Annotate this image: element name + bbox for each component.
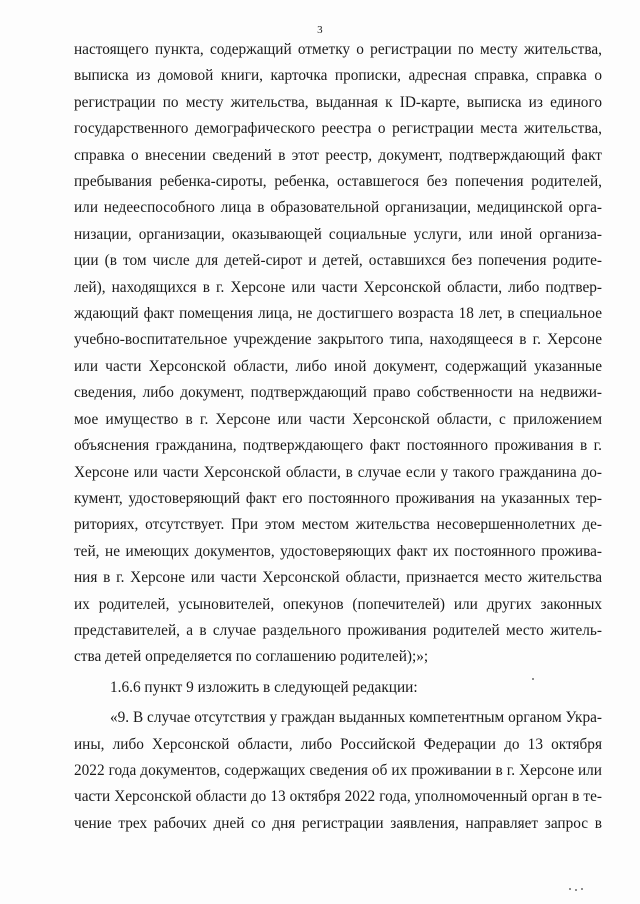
text-line: ины, либо Херсонской области, либо Российской Федерации до 13 октября	[74, 735, 602, 753]
paragraph-start-line: «9. В случае отсутствия у граждан выданных компетентным органом Укра-	[110, 709, 602, 727]
text-line: или части Херсонской области, либо иной документ, содержащий указанные	[74, 357, 602, 375]
text-line: или недееспособного лица в образовательной организации, медицинской орга-	[74, 199, 602, 217]
text-line: мое имущество в г. Херсоне или части Херсонской области, с приложением	[74, 410, 602, 428]
text-line: справка о внесении сведений в этот реестр, документ, подтверждающий факт	[74, 146, 602, 164]
text-line: их родителей, усыновителей, опекунов (попечителей) или других законных	[74, 595, 602, 613]
text-line: объяснения гражданина, подтверждающего факт постоянного проживания в г.	[74, 437, 602, 455]
scan-speck	[581, 888, 583, 890]
document-body	[74, 37, 602, 837]
text-line: пребывания ребенка-сироты, ребенка, оставшегося без попечения родителей,	[74, 173, 602, 191]
text-line: ции (в том числе для детей-сирот и детей, оставшихся без попечения родите-	[74, 252, 602, 270]
paragraph-end-line: ства детей определяется по соглашению родителей);»;	[74, 648, 429, 666]
text-line: 2022 года документов, содержащих сведения об их проживании в г. Херсоне или	[74, 761, 602, 779]
text-line: ния в г. Херсоне или части Херсонской области, признается место жительства	[74, 569, 602, 587]
text-line: лей), находящихся в г. Херсоне или части Херсонской области, либо подтвер-	[74, 278, 602, 296]
scan-speck	[575, 889, 577, 891]
text-line: сведения, либо документ, подтверждающий право собственности на недвижи-	[74, 384, 602, 402]
text-line: учебно-воспитательное учреждение закрытого типа, находящееся в г. Херсоне	[74, 331, 602, 349]
section-heading-line: 1.6.6 пункт 9 изложить в следующей редакции:	[110, 678, 418, 696]
text-line: кумент, удостоверяющий факт его постоянного проживания на указанных тер-	[74, 489, 602, 507]
text-line: государственного демографического реестра о регистрации места жительства,	[74, 120, 602, 138]
text-line: регистрации по месту жительства, выданная к ID-карте, выписка из единого	[74, 93, 602, 111]
text-line: чение трех рабочих дней со дня регистрации заявления, направляет запрос в	[74, 814, 602, 832]
text-line: части Херсонской области до 13 октября 2022 года, уполномоченный орган в те-	[74, 788, 602, 806]
text-line: Херсоне или части Херсонской области, в случае если у такого гражданина до-	[74, 463, 602, 481]
page-number: 3	[317, 24, 323, 36]
text-line: выписка из домовой книги, карточка прописки, адресная справка, справка о	[74, 67, 602, 85]
text-line: низации, организации, оказывающей социальные услуги, или иной организа-	[74, 225, 602, 243]
text-line: риториях, отсутствует. При этом местом жительства несовершеннолетних де-	[74, 516, 602, 534]
text-line: ждающий факт помещения лица, не достигшего возраста 18 лет, в специальное	[74, 305, 602, 323]
scan-speck	[532, 678, 534, 680]
text-line: представителей, а в случае раздельного проживания родителей место житель-	[74, 621, 602, 639]
text-line: тей, не имеющих документов, удостоверяющих факт их постоянного прожива-	[74, 542, 602, 560]
scan-speck	[569, 888, 571, 890]
text-line: настоящего пункта, содержащий отметку о регистрации по месту жительства,	[74, 41, 602, 58]
